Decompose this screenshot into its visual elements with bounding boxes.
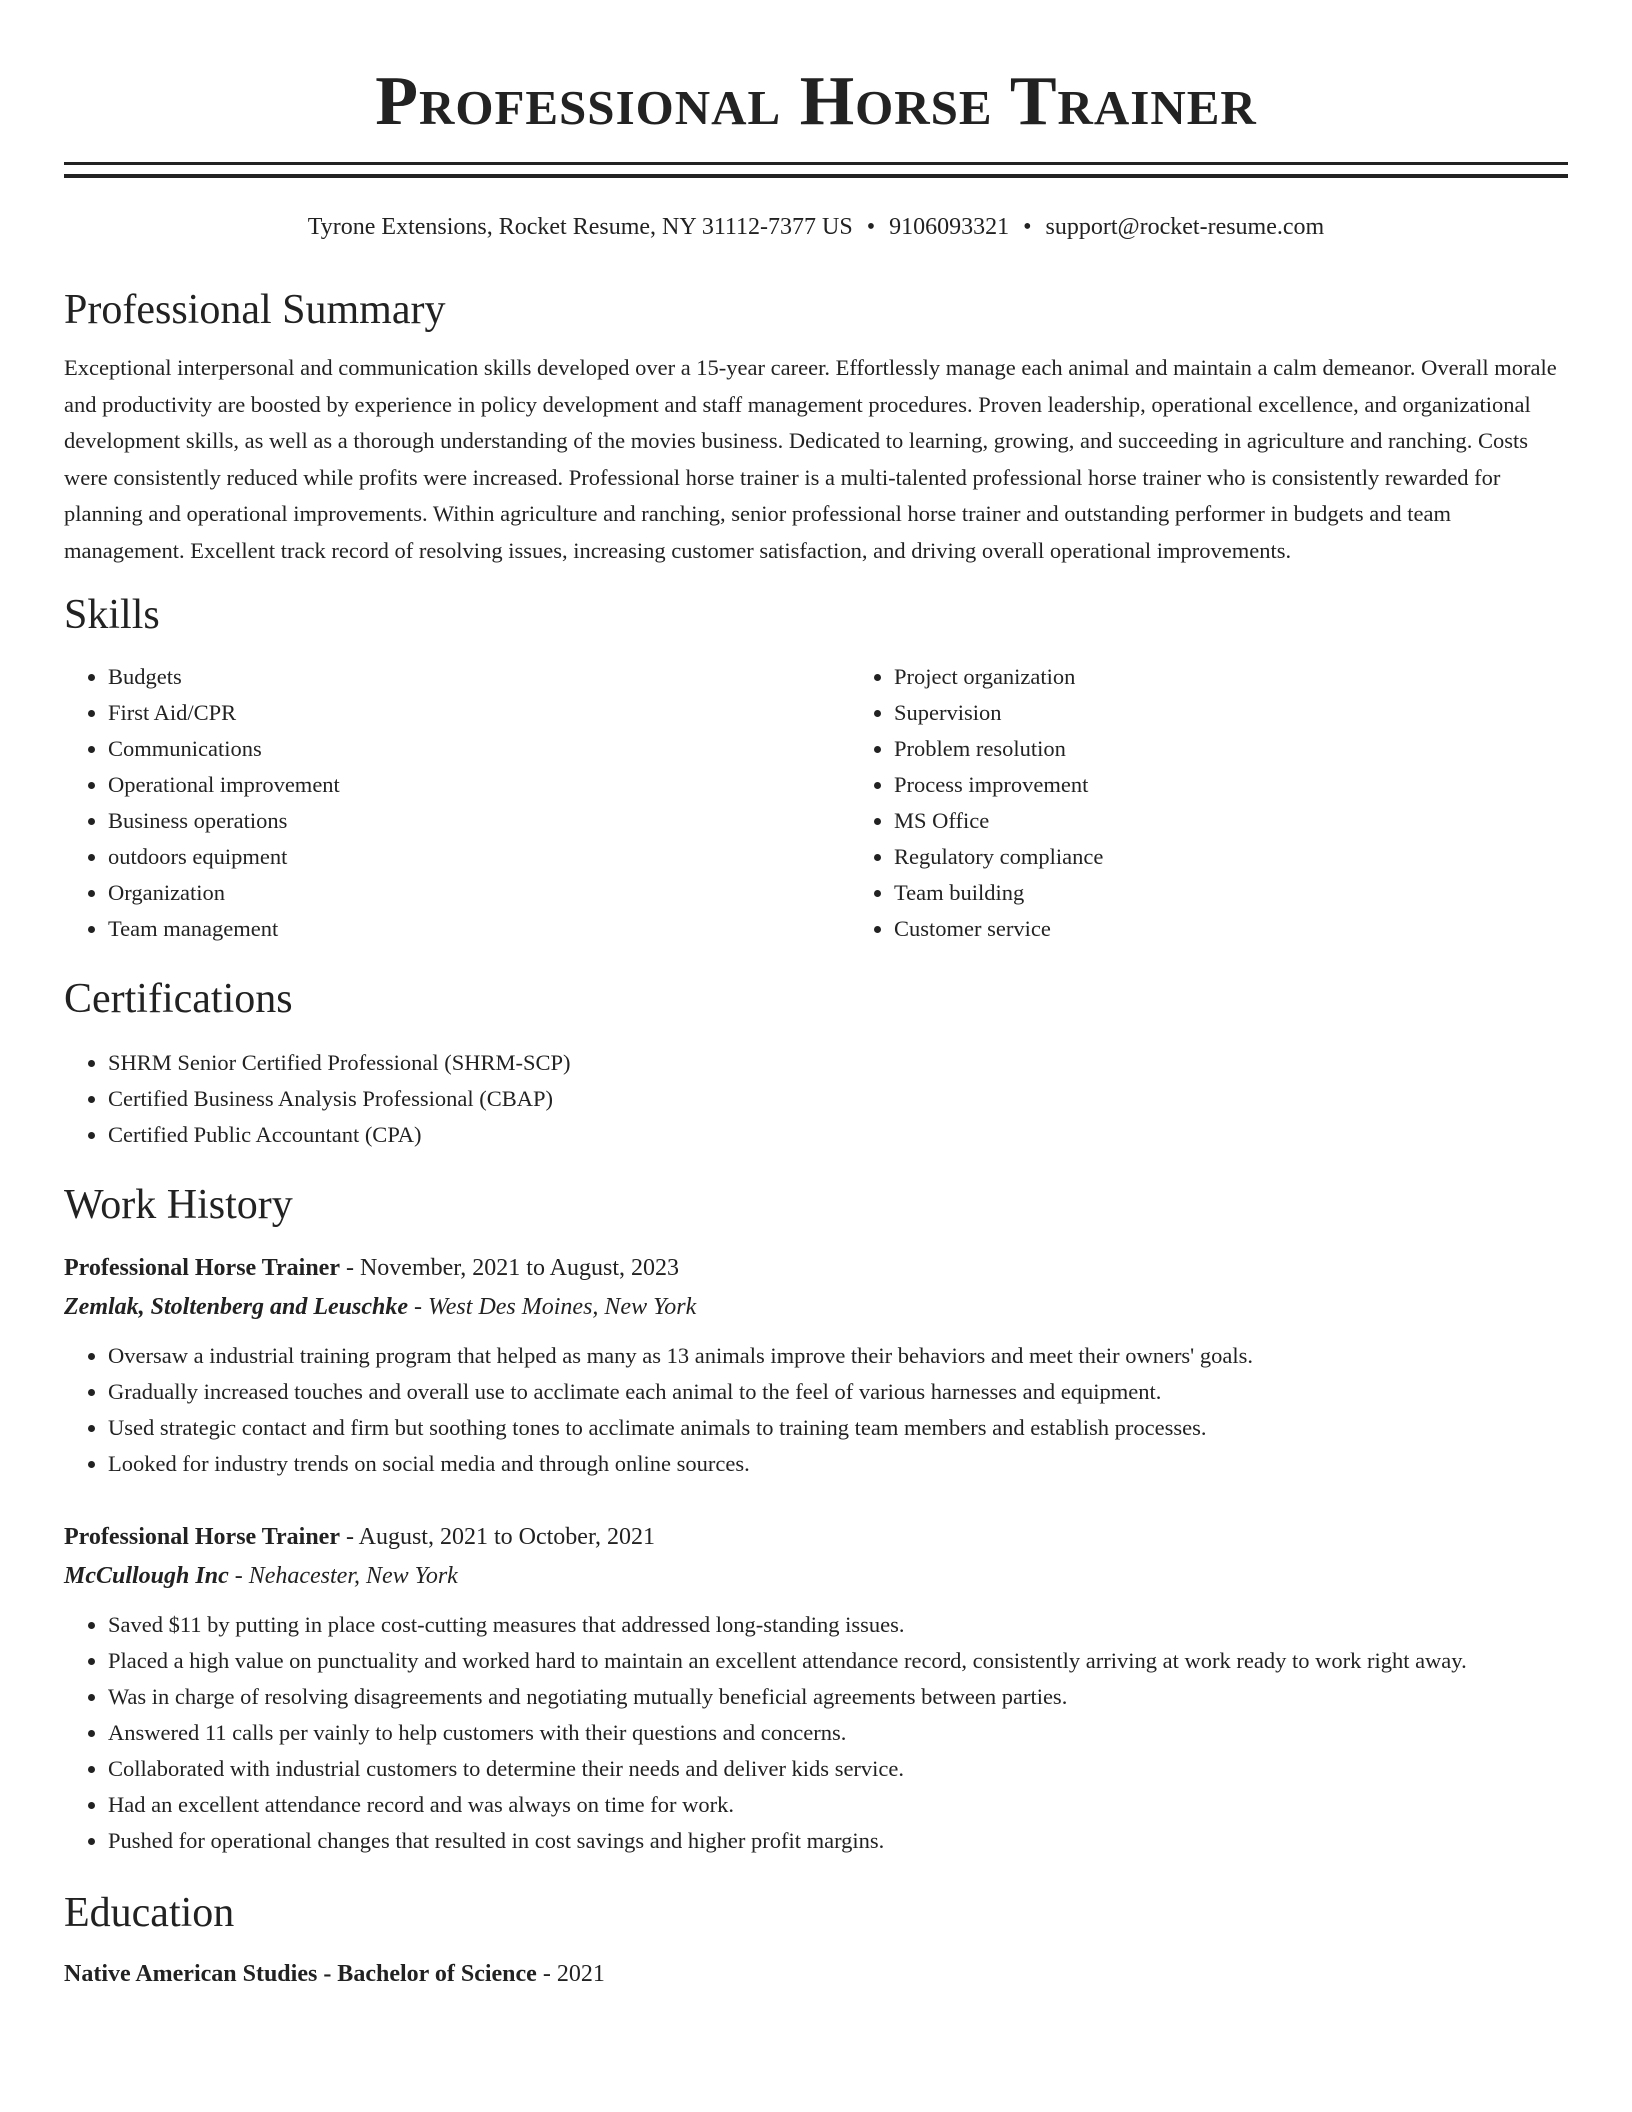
skill-item: • Budgets xyxy=(108,659,850,695)
skill-item: • Team management xyxy=(108,911,850,947)
skill-item: • Team building xyxy=(894,875,1632,911)
skill-item: • First Aid/CPR xyxy=(108,695,850,731)
job-bullet: • Pushed for operational changes that resulted in cost savings and higher profit margins. xyxy=(108,1823,1568,1859)
certification-item: • Certified Public Accountant (CPA) xyxy=(108,1117,1568,1153)
job-company-line xyxy=(64,1559,1568,1593)
summary-heading: Professional Summary xyxy=(64,287,446,333)
skill-item: • Operational improvement xyxy=(108,767,850,803)
skill-item: • Organization xyxy=(108,875,850,911)
job-entry xyxy=(64,1251,1568,1482)
skill-item: • Supervision xyxy=(894,695,1632,731)
contact-line xyxy=(64,212,1568,242)
skills-list-left xyxy=(64,659,850,947)
job-bullet: • Collaborated with industrial customers to determine their needs and deliver kids service. xyxy=(108,1751,1568,1787)
job-entry xyxy=(64,1520,1568,1859)
job-location: - West Des Moines, New York xyxy=(414,1294,697,1320)
contact-phone[interactable]: 9106093321 xyxy=(889,214,1010,240)
job-role: Professional Horse Trainer xyxy=(64,1255,340,1281)
job-title-line xyxy=(64,1251,1568,1285)
certification-item: • Certified Business Analysis Professional (CBAP) xyxy=(108,1081,1568,1117)
job-bullet: • Looked for industry trends on social media and through online sources. xyxy=(108,1446,1568,1482)
education-entry xyxy=(64,1957,1568,1991)
job-title-line xyxy=(64,1520,1568,1554)
certifications-heading: Certifications xyxy=(64,976,293,1022)
skills-heading: Skills xyxy=(64,592,160,638)
job-bullet: • Saved $11 by putting in place cost-cutting measures that addressed long-standing issues. xyxy=(108,1607,1568,1643)
header-double-rule xyxy=(64,162,1568,178)
job-bullet: • Placed a high value on punctuality and worked hard to maintain an excellent attendance record, consistently arriving at work ready to work right away. xyxy=(108,1643,1568,1679)
job-bullets xyxy=(64,1338,1568,1482)
skill-item: • Customer service xyxy=(894,911,1632,947)
job-bullet: • Oversaw a industrial training program that helped as many as 13 animals improve their behaviors and meet their owners' goals. xyxy=(108,1338,1568,1374)
skill-item: • Process improvement xyxy=(894,767,1632,803)
skill-item: • Problem resolution xyxy=(894,731,1632,767)
contact-email[interactable]: support@rocket-resume.com xyxy=(1045,214,1325,240)
skill-item: • Project organization xyxy=(894,659,1632,695)
education-heading: Education xyxy=(64,1890,235,1936)
job-bullets xyxy=(64,1607,1568,1859)
job-company: Zemlak, Stoltenberg and Leuschke xyxy=(64,1294,408,1320)
skill-item: • Regulatory compliance xyxy=(894,839,1632,875)
work-history-heading: Work History xyxy=(64,1182,293,1228)
skills-list-right xyxy=(850,659,1632,947)
job-location: - Nehacester, New York xyxy=(234,1563,458,1589)
certification-item: • SHRM Senior Certified Professional (SHRM-SCP) xyxy=(108,1045,1568,1081)
job-company: McCullough Inc xyxy=(64,1563,229,1589)
job-role: Professional Horse Trainer xyxy=(64,1524,340,1550)
job-dates: - August, 2021 to October, 2021 xyxy=(345,1524,655,1550)
resume-name-heading: Professional Horse Trainer xyxy=(375,63,1257,140)
skill-item: • outdoors equipment xyxy=(108,839,850,875)
job-dates: - November, 2021 to August, 2023 xyxy=(345,1255,679,1281)
skill-item: • MS Office xyxy=(894,803,1632,839)
skill-item: • Business operations xyxy=(108,803,850,839)
summary-text: Exceptional interpersonal and communication skills developed over a 15-year career. Effortlessly manage each animal and maintain a calm demeanor. Overall morale and productivity are boosted by experience in policy development and staff management procedures. Proven leadership, operational excellence, and organizational development skills, as well as a thorough understanding of the movies business. Dedicated to learning, growing, and succeeding in agriculture and ranching. Costs were consistently reduced while profits were increased. Professional horse trainer is a multi-talented professional horse trainer who is consistently rewarded for planning and operational improvements. Within agriculture and ranching, senior professional horse trainer and outstanding performer in budgets and team management. Excellent track record of resolving issues, increasing customer satisfaction, and driving overall operational improvements. xyxy=(64,355,1557,563)
job-bullet: • Used strategic contact and firm but soothing tones to acclimate animals to training team members and establish processes. xyxy=(108,1410,1568,1446)
skills-columns xyxy=(64,659,1568,947)
job-bullet: • Answered 11 calls per vainly to help customers with their questions and concerns. xyxy=(108,1715,1568,1751)
job-company-line xyxy=(64,1290,1568,1324)
contact-separator: • xyxy=(866,214,876,240)
education-year: - 2021 xyxy=(542,1961,605,1987)
job-bullet: • Had an excellent attendance record and was always on time for work. xyxy=(108,1787,1568,1823)
certifications-list xyxy=(64,1045,1568,1153)
job-bullet: • Was in charge of resolving disagreements and negotiating mutually beneficial agreements between parties. xyxy=(108,1679,1568,1715)
skill-item: • Communications xyxy=(108,731,850,767)
contact-address: Tyrone Extensions, Rocket Resume, NY 31112-7377 US xyxy=(307,214,853,240)
education-degree: Native American Studies - Bachelor of Science xyxy=(64,1961,537,1987)
contact-separator: • xyxy=(1023,214,1032,240)
job-bullet: • Gradually increased touches and overall use to acclimate each animal to the feel of various harnesses and equipment. xyxy=(108,1374,1568,1410)
